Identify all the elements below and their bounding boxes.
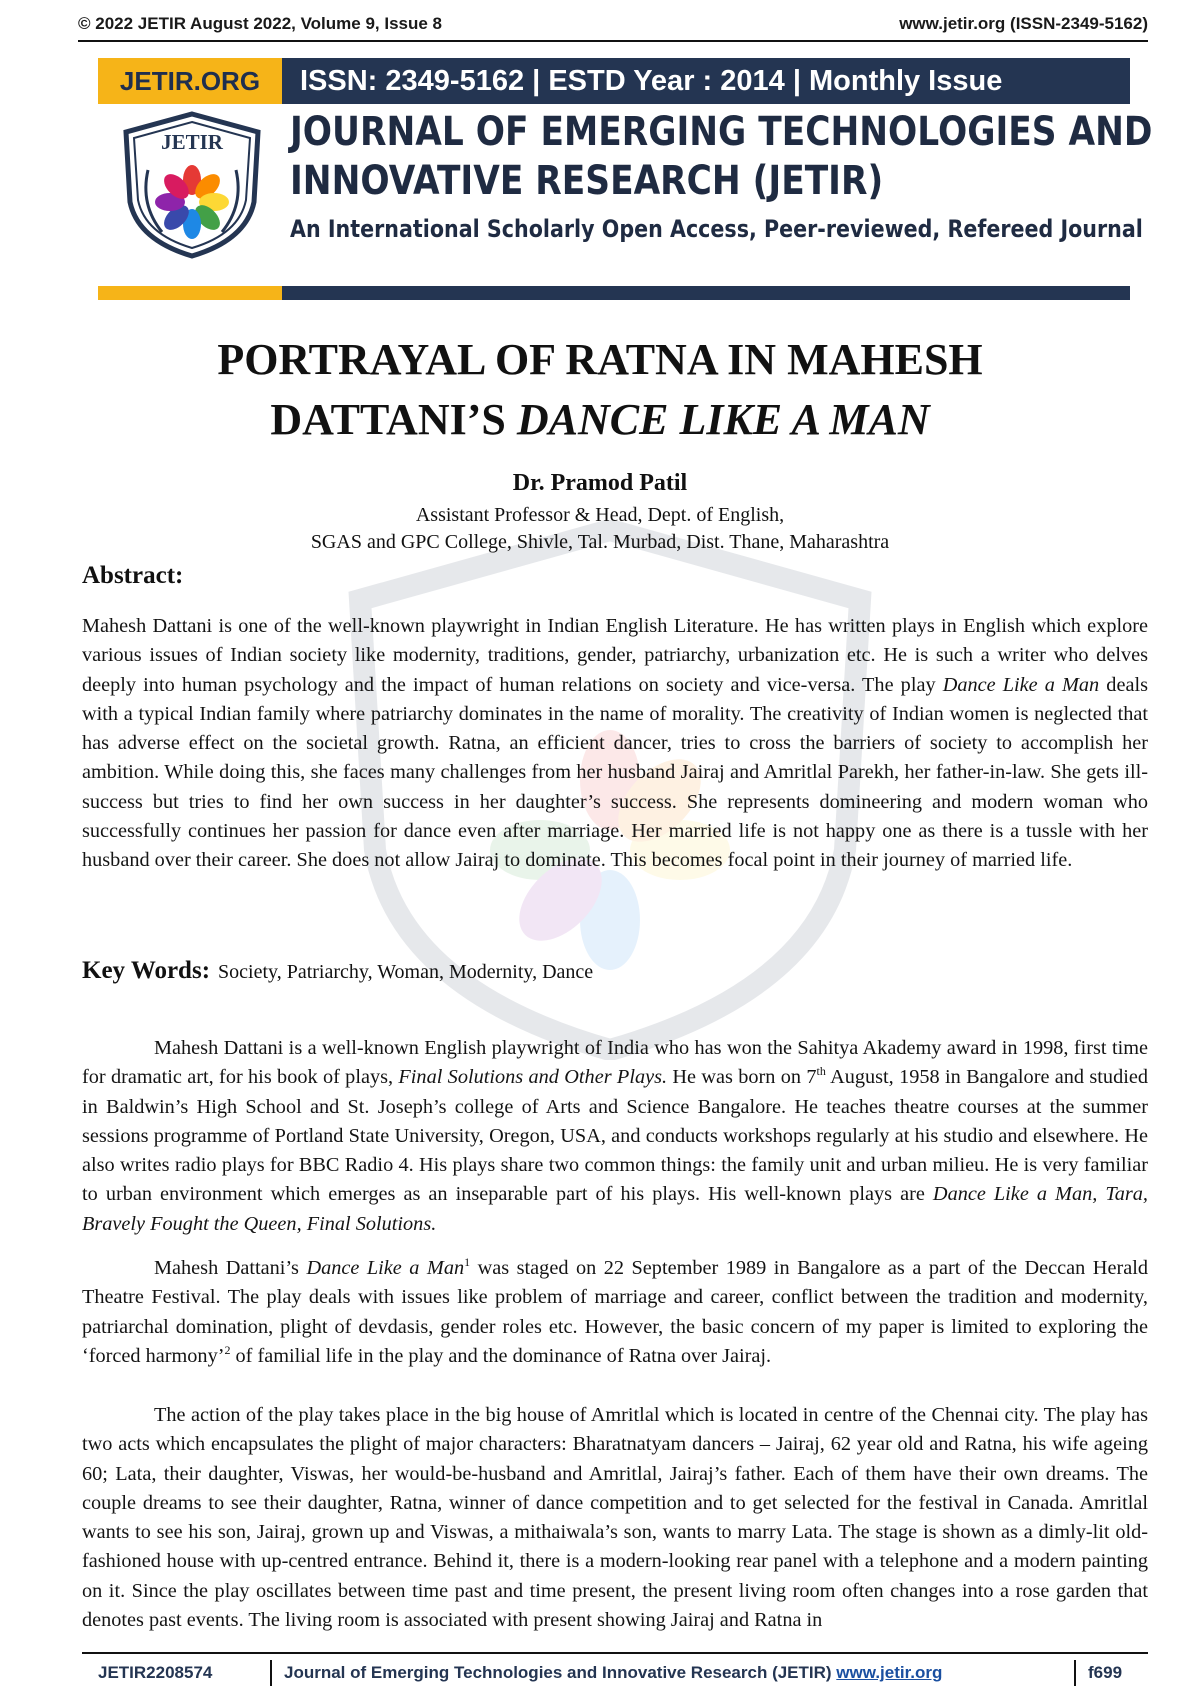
- running-header: [78, 14, 1148, 34]
- keywords: [82, 957, 593, 985]
- body-paragraph-2: Mahesh Dattani’s Dance Like a Man$^1$ was staged on 22 September 1989 in Bangalore as a part of the Deccan Herald Theatre Festival. The play deals with issues like problem of marriage and career, conflict between the tradition and modernity, patriarchal domination, plight of devdasis, gender roles etc. However, the basic concern of my paper is limited to exploring the ‘forced harmony’$^2$ of familial life in the play and the dominance of Ratna over Jairaj.: [82, 1255, 1148, 1367]
- journal-name-line-2: INNOVATIVE RESEARCH (JETIR): [290, 158, 884, 204]
- title-line-2-plain: DATTANI’S: [270, 395, 517, 444]
- body-paragraph-3: The action of the play takes place in the big house of Amritlal which is located in centre of the Chennai city. The play has two acts which encapsulates the plight of major characters: Bharatnatyam dancers – Jairaj, 62 year old and Ratna, his wife ageing 60; Lata, their daughter, Viswas, her would-be-husband and Amritlal, Jairaj’s father. Each of them have their own dreams. The couple dreams to see their daughter, Ratna, winner of dance competition and to get selected for the festival in Canada. Amritlal wants to see his son, Jairaj, grown up and Viswas, a mithaiwala’s son, wants to marry Lata. The stage is shown as a dimly-lit old-fashioned house with up-centred entrance. Behind it, there is a modern-looking rear panel with a telephone and a modern painting on it. Since the play oscillates between time past and time present, the present living room often changes into a rose garden that denotes past events. The living room is associated with present showing Jairaj and Ratna in: [82, 1404, 1148, 1632]
- footer-rule: [82, 1652, 1148, 1654]
- journal-banner: [98, 58, 1130, 104]
- header-site-issn: www.jetir.org (ISSN-2349-5162): [899, 14, 1148, 33]
- header-issue-info: © 2022 JETIR August 2022, Volume 9, Issue 8: [78, 14, 443, 33]
- abstract-text: Mahesh Dattani is one of the well-known playwright in Indian English Literature. He has written plays in English which explore various issues of Indian society like modernity, traditions, gender, patriarchy, urbanization etc. He is such a writer who delves deeply into human psychology and the impact of human relations on society and vice-versa. The play Dance Like a Man deals with a typical Indian family where patriarchy dominates in the name of morality. The creativity of Indian women is neglected that has adverse effect on the societal growth. Ratna, an efficient dancer, tries to cross the barriers of society to accomplish her ambition. While doing this, she faces many challenges from her husband Jairaj and Amritlal Parekh, her father-in-law. She gets ill-success but tries to find her own success in her daughter’s success. She represents domineering and modern woman who successfully continues her passion for dance even after marriage. Her married life is not happy one as there is a tussle with her husband over their career. She does not allow Jairaj to dominate. This becomes focal point in their journey of married life.: [82, 615, 1148, 872]
- banner-issn: ISSN: 2349-5162 | ESTD Year : 2014 | Monthly Issue: [282, 58, 1130, 104]
- paper-title: [100, 330, 1100, 450]
- abstract-heading: Abstract:: [82, 562, 184, 589]
- journal-name-line-1: JOURNAL OF EMERGING TECHNOLOGIES AND: [290, 109, 1153, 155]
- running-footer: [82, 1658, 1148, 1688]
- journal-tagline: An International Scholarly Open Access, Peer-reviewed, Refereed Journal: [290, 215, 1143, 243]
- title-line-1: PORTRAYAL OF RATNA IN MAHESH: [217, 335, 983, 384]
- footer-journal: Journal of Emerging Technologies and Innovative Research (JETIR) www.jetir.org: [284, 1663, 943, 1682]
- footer-paper-id: JETIR2208574: [98, 1663, 213, 1682]
- title-line-2-italic: DANCE LIKE A MAN: [516, 395, 930, 444]
- logo-text: JETIR: [161, 130, 223, 154]
- author-affiliation-2: SGAS and GPC College, Shivle, Tal. Murbad, Dist. Thane, Maharashtra: [310, 531, 890, 553]
- author-name: Dr. Pramod Patil: [512, 470, 688, 496]
- keywords-list: Society, Patriarchy, Woman, Modernity, Dance: [218, 961, 594, 983]
- jetir-logo-icon: [118, 110, 266, 260]
- banner-site-name: JETIR.ORG: [98, 58, 282, 104]
- header-bottom-bar: [98, 286, 1130, 300]
- footer-page-number: f699: [1088, 1663, 1123, 1682]
- header-rule: [78, 40, 1148, 42]
- body-paragraph-1: Mahesh Dattani is a well-known English playwright of India who has won the Sahitya Akademy award in 1998, first time for dramatic art, for his book of plays, Final Solutions and Other Plays. He was born on 7th August, 1958 in Bangalore and studied in Baldwin’s High School and St. Joseph’s college of Arts and Science Bangalore. He teaches theatre courses at the summer sessions programme of Portland State University, Oregon, USA, and conducts workshops regularly at his studio and elsewhere. He also writes radio plays for BBC Radio 4. His plays share two common things: the family unit and urban milieu. He is very familiar to urban environment which emerges as an inseparable part of his plays. His well-known plays are Dance Like a Man, Tara, Bravely Fought the Queen, Final Solutions.: [82, 1037, 1148, 1235]
- title-line-2: [100, 390, 1100, 450]
- footer-link[interactable]: www.jetir.org: [836, 1663, 943, 1682]
- author-affiliation-1: Assistant Professor & Head, Dept. of English,: [415, 504, 785, 526]
- journal-name: [290, 108, 1153, 206]
- keywords-label: Key Words:: [82, 957, 211, 984]
